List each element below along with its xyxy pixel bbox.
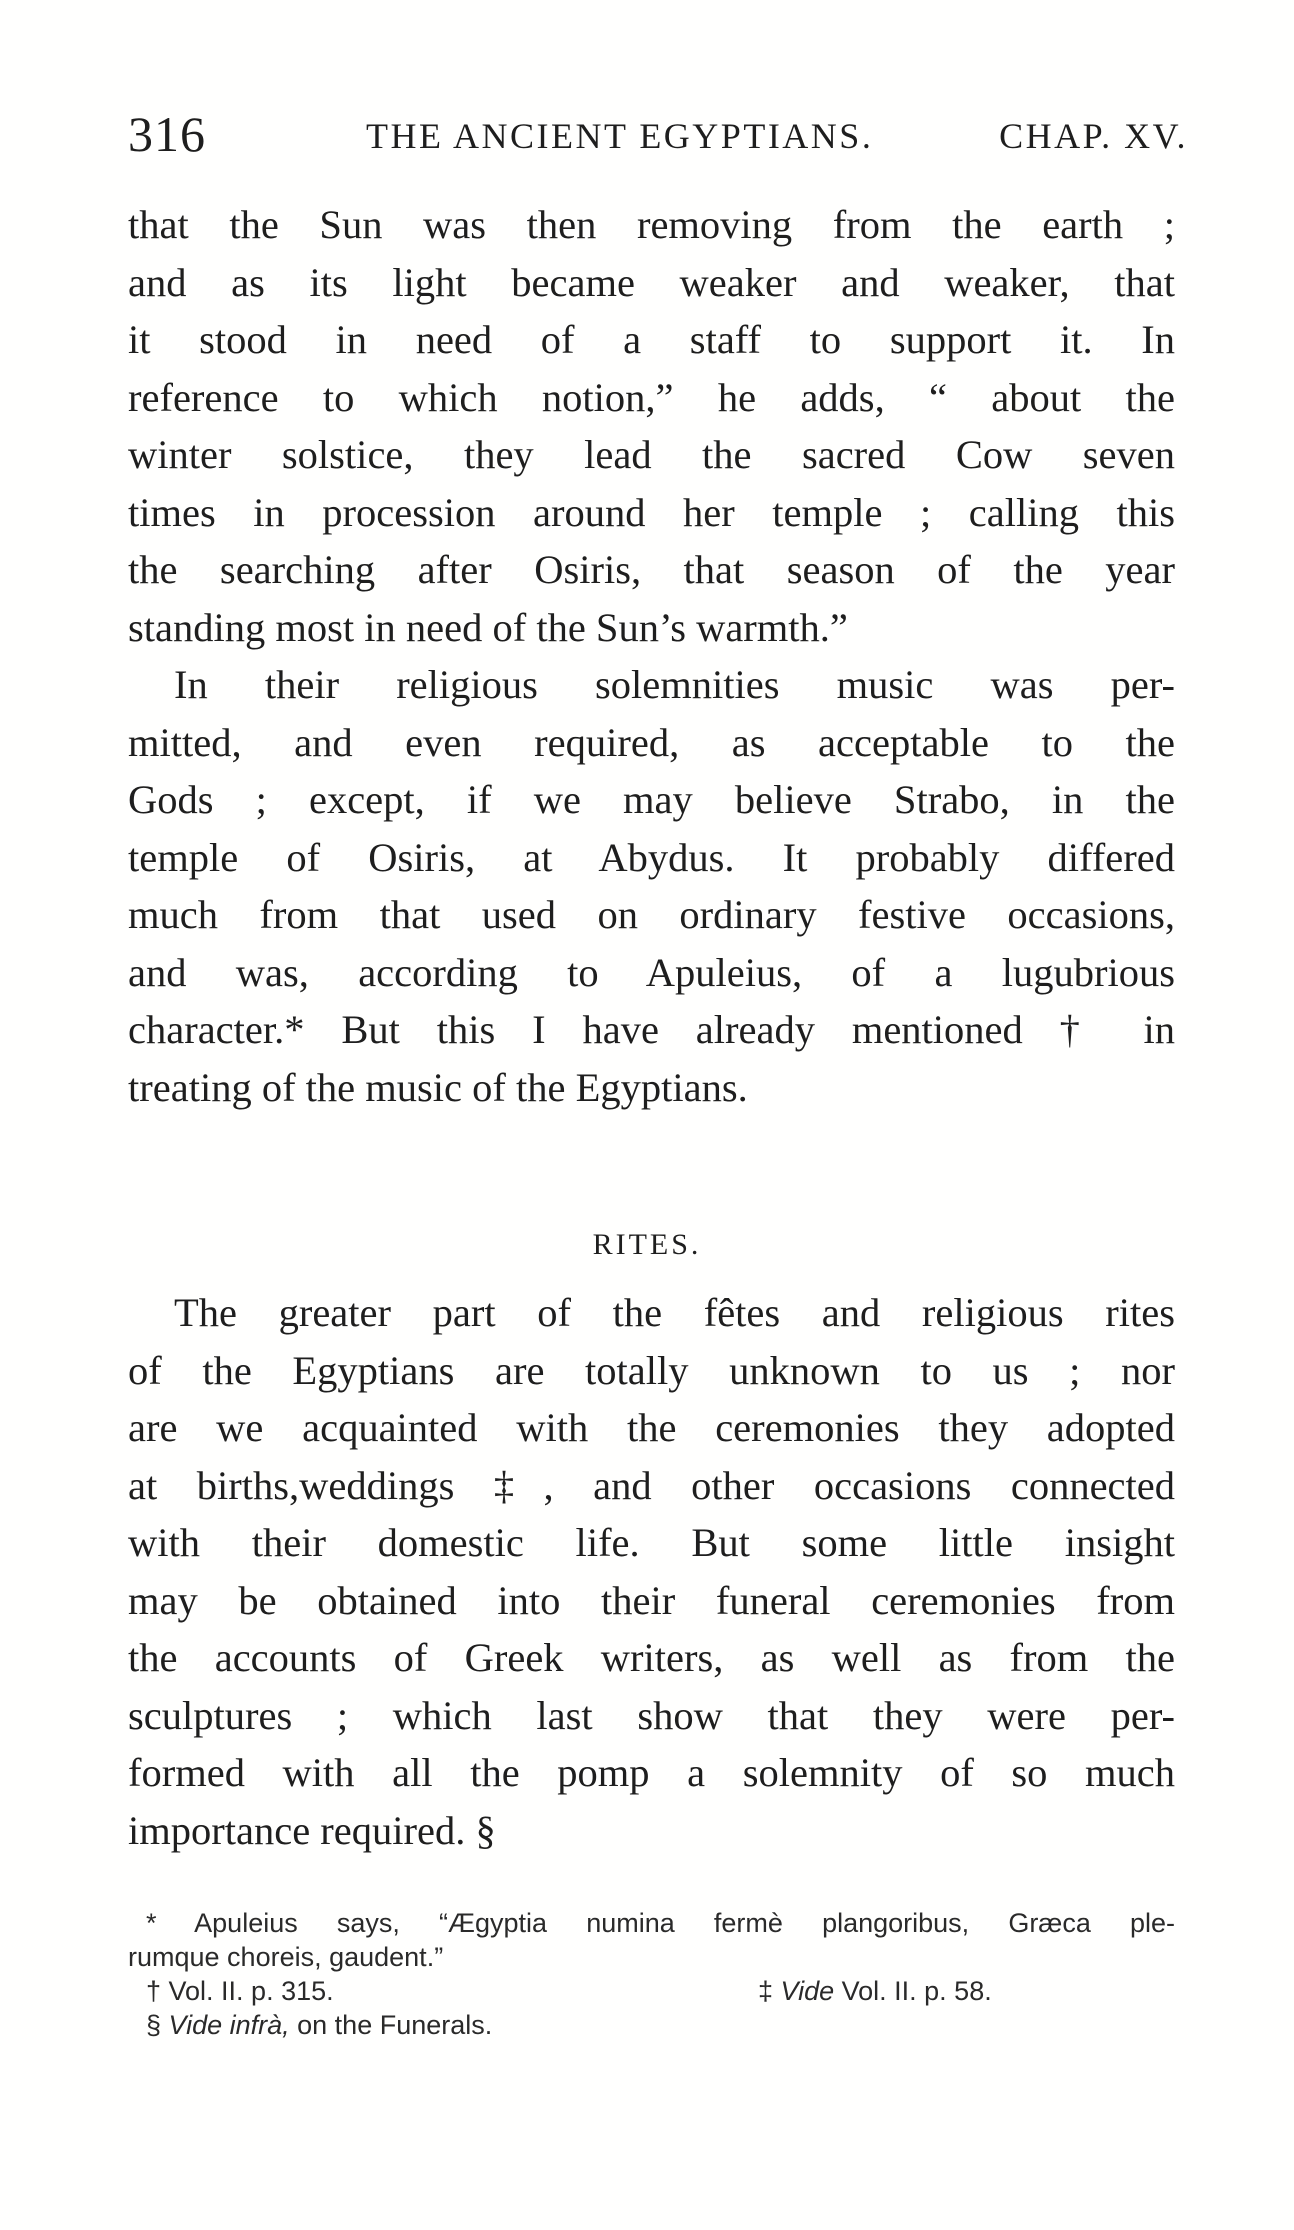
- text-line: Gods ; except, if we may believe Strabo, in the: [128, 777, 1175, 822]
- text-line: and as its light became weaker and weaker, that: [128, 259, 1175, 305]
- footnote-apuleius: * Apuleius says, “Ægyptia numina fermè plangoribus, Græca ple-: [146, 1908, 1175, 1938]
- text-line: winter solstice, they lead the sacred Cow seven: [128, 432, 1175, 477]
- paragraph-sun-solstice: [128, 196, 1175, 656]
- footnote-mark: ‡: [758, 1976, 774, 2006]
- paragraph-rites: [128, 1284, 1175, 1859]
- text-line: treating of the music of the Egyptians.: [128, 1064, 748, 1110]
- running-head: [128, 104, 1188, 164]
- text-line: The greater part of the fêtes and religious rites: [174, 1290, 1175, 1335]
- text-line: In their religious solemnities music was per-: [174, 662, 1175, 707]
- text-line: may be obtained into their funeral ceremonies from: [128, 1577, 1175, 1623]
- page-number: 316: [128, 106, 206, 162]
- text-line: character.* But this I have already mentioned † in: [128, 1007, 1175, 1052]
- text-line: the searching after Osiris, that season of the year: [128, 547, 1175, 592]
- chapter-label: CHAP. XV.: [999, 116, 1188, 156]
- text-line: with their domestic life. But some little insight: [128, 1520, 1175, 1565]
- footnote-section: [128, 2008, 1175, 2042]
- paragraph-music-solemnities: [128, 656, 1175, 1116]
- text-line: sculptures ; which last show that they were per-: [128, 1692, 1175, 1738]
- text-line: times in procession around her temple ; calling this: [128, 489, 1175, 535]
- text-line: of the Egyptians are totally unknown to us ; nor: [128, 1347, 1175, 1393]
- text-line: standing most in need of the Sun’s warmth.”: [128, 604, 848, 650]
- text-line: at births,weddings ‡, and other occasions connected: [128, 1462, 1175, 1508]
- footnote-reference: Vol. II. p. 58.: [841, 1976, 992, 2006]
- footnote-apuleius-continued: rumque choreis, gaudent.”: [128, 1942, 444, 1972]
- text-line: mitted, and even required, as acceptable to the: [128, 719, 1175, 765]
- text-line: formed with all the pomp a solemnity of so much: [128, 1750, 1175, 1795]
- text-line: much from that used on ordinary festive occasions,: [128, 892, 1175, 937]
- footnote-mark: §: [146, 2010, 162, 2040]
- text-line: that the Sun was then removing from the earth ;: [128, 202, 1175, 247]
- footnote-vide: Vide: [780, 1976, 835, 2006]
- footnote-row: [128, 1974, 1175, 2008]
- section-heading: RITES.: [592, 1228, 702, 1261]
- footnote-double-dagger: [758, 1974, 992, 2008]
- running-title: THE ANCIENT EGYPTIANS.: [366, 116, 874, 156]
- text-line: and was, according to Apuleius, of a lugubrious: [128, 949, 1175, 995]
- footnote-reference: on the Funerals.: [297, 2010, 493, 2040]
- text-line: are we acquainted with the ceremonies they adopted: [128, 1405, 1175, 1450]
- text-line: reference to which notion,” he adds, “ about the: [128, 374, 1175, 420]
- text-line: importance required. §: [128, 1807, 496, 1853]
- footnote-vide-infra: Vide infrà,: [168, 2010, 290, 2040]
- text-line: it stood in need of a staff to support it. In: [128, 317, 1175, 362]
- footnotes: [128, 1906, 1175, 2042]
- text-line: the accounts of Greek writers, as well as from the: [128, 1635, 1175, 1680]
- text-line: temple of Osiris, at Abydus. It probably differed: [128, 834, 1175, 880]
- footnote-dagger: † Vol. II. p. 315.: [146, 1976, 334, 2006]
